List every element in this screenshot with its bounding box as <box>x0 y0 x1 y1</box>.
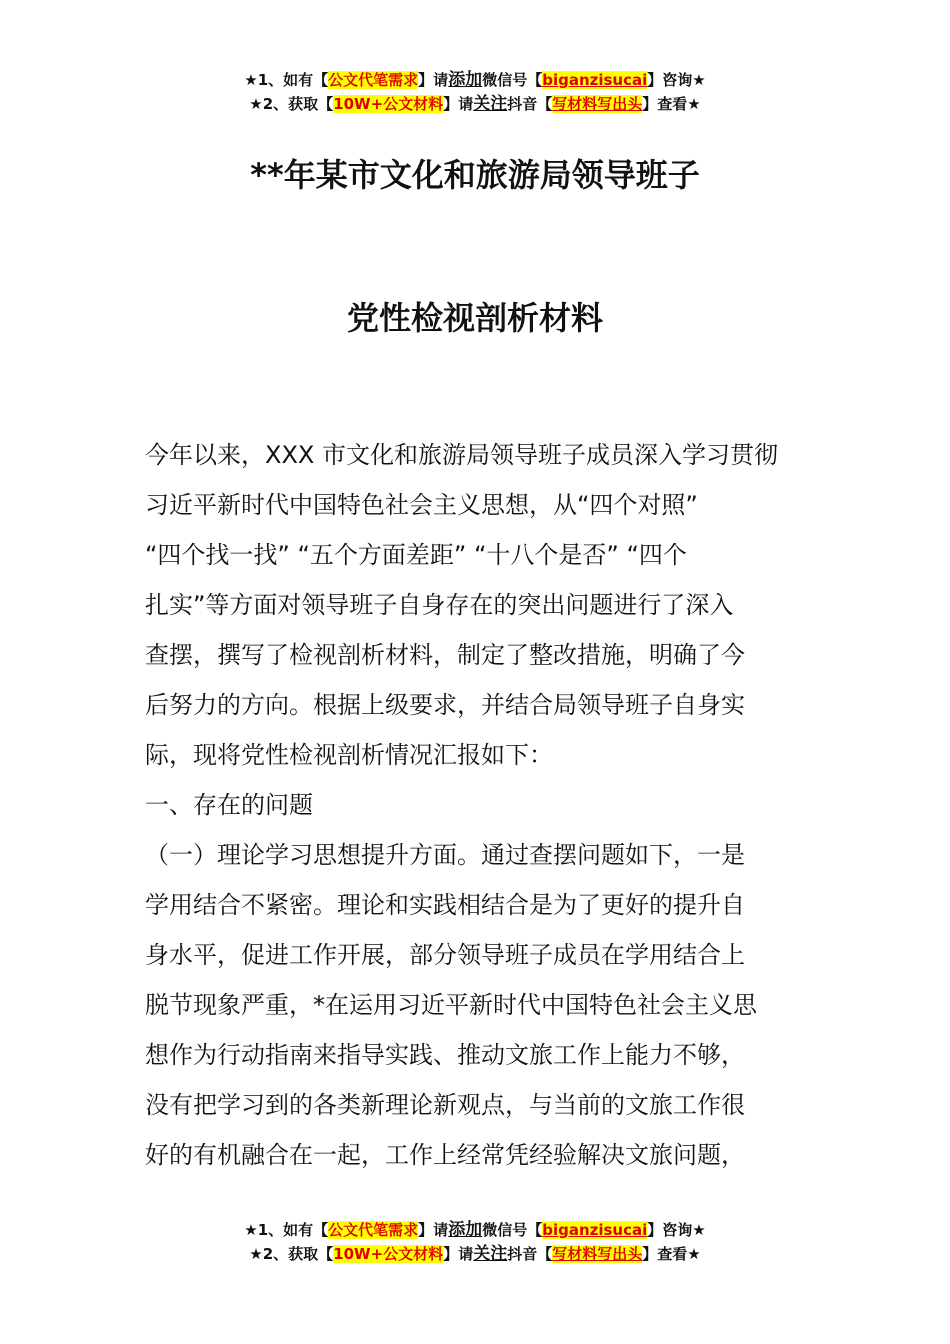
banner-text: 】咨询★ <box>647 71 706 89</box>
banner-text: 微信号【 <box>482 71 543 89</box>
wechat-id: biganzisucai <box>542 1221 648 1239</box>
douyin-id: 写材料写出头 <box>552 1245 643 1263</box>
banner-text: 】请 <box>443 95 474 113</box>
banner-line-2 <box>0 1242 950 1266</box>
body-line: 学用结合不紧密。理论和实践相结合是为了更好的提升自 <box>145 891 745 919</box>
document-title-line-2: 党性检视剖析材料 <box>346 299 603 337</box>
highlight-text: 10W+公文材料 <box>333 1245 444 1263</box>
banner-text: 抖音【 <box>507 95 553 113</box>
highlight-text: 10W+公文材料 <box>333 95 444 113</box>
highlight-text: 公文代笔需求 <box>328 71 419 89</box>
body-line: 脱节现象严重，*在运用习近平新时代中国特色社会主义思 <box>145 991 757 1019</box>
banner-text: 】查看★ <box>642 1245 701 1263</box>
body-line: 习近平新时代中国特色社会主义思想，从“四个对照” <box>145 491 698 519</box>
body-line: “四个找一找” “五个方面差距” “十八个是否” “四个 <box>145 541 687 569</box>
banner-text: ★1、如有【 <box>244 1221 329 1239</box>
underlined-text: 添加 <box>448 70 483 90</box>
body-line: 一、存在的问题 <box>145 791 313 819</box>
body-line: 后努力的方向。根据上级要求，并结合局领导班子自身实 <box>145 691 745 719</box>
footer-banner <box>0 1218 950 1266</box>
body-line: 际，现将党性检视剖析情况汇报如下： <box>145 741 553 769</box>
banner-text: 】请 <box>418 1221 449 1239</box>
banner-text: 】请 <box>418 71 449 89</box>
banner-line-1 <box>0 1218 950 1242</box>
document-title-line-1: **年某市文化和旅游局领导班子 <box>250 156 700 194</box>
body-line: 查摆，撰写了检视剖析材料，制定了整改措施，明确了今 <box>145 641 745 669</box>
banner-text: ★1、如有【 <box>244 71 329 89</box>
banner-text: 】咨询★ <box>647 1221 706 1239</box>
body-line: 想作为行动指南来指导实践、推动文旅工作上能力不够， <box>145 1041 745 1069</box>
underlined-text: 关注 <box>473 1244 508 1264</box>
highlight-text: 公文代笔需求 <box>328 1221 419 1239</box>
header-banner <box>0 68 950 116</box>
banner-text: ★2、获取【 <box>249 95 334 113</box>
wechat-id: biganzisucai <box>542 71 648 89</box>
document-body <box>145 430 815 1180</box>
banner-text: 】查看★ <box>642 95 701 113</box>
banner-line-1 <box>0 68 950 92</box>
underlined-text: 关注 <box>473 94 508 114</box>
banner-text: 抖音【 <box>507 1245 553 1263</box>
banner-line-2 <box>0 92 950 116</box>
underlined-text: 添加 <box>448 1220 483 1240</box>
body-line: （一）理论学习思想提升方面。通过查摆问题如下，一是 <box>145 841 745 869</box>
body-line: 今年以来，XXX 市文化和旅游局领导班子成员深入学习贯彻 <box>145 441 778 469</box>
body-line: 扎实”等方面对领导班子自身存在的突出问题进行了深入 <box>145 591 734 619</box>
douyin-id: 写材料写出头 <box>552 95 643 113</box>
banner-text: 】请 <box>443 1245 474 1263</box>
body-line: 身水平，促进工作开展，部分领导班子成员在学用结合上 <box>145 941 745 969</box>
body-line: 没有把学习到的各类新理论新观点，与当前的文旅工作很 <box>145 1091 745 1119</box>
body-line: 好的有机融合在一起，工作上经常凭经验解决文旅问题， <box>145 1141 745 1169</box>
banner-text: 微信号【 <box>482 1221 543 1239</box>
banner-text: ★2、获取【 <box>249 1245 334 1263</box>
